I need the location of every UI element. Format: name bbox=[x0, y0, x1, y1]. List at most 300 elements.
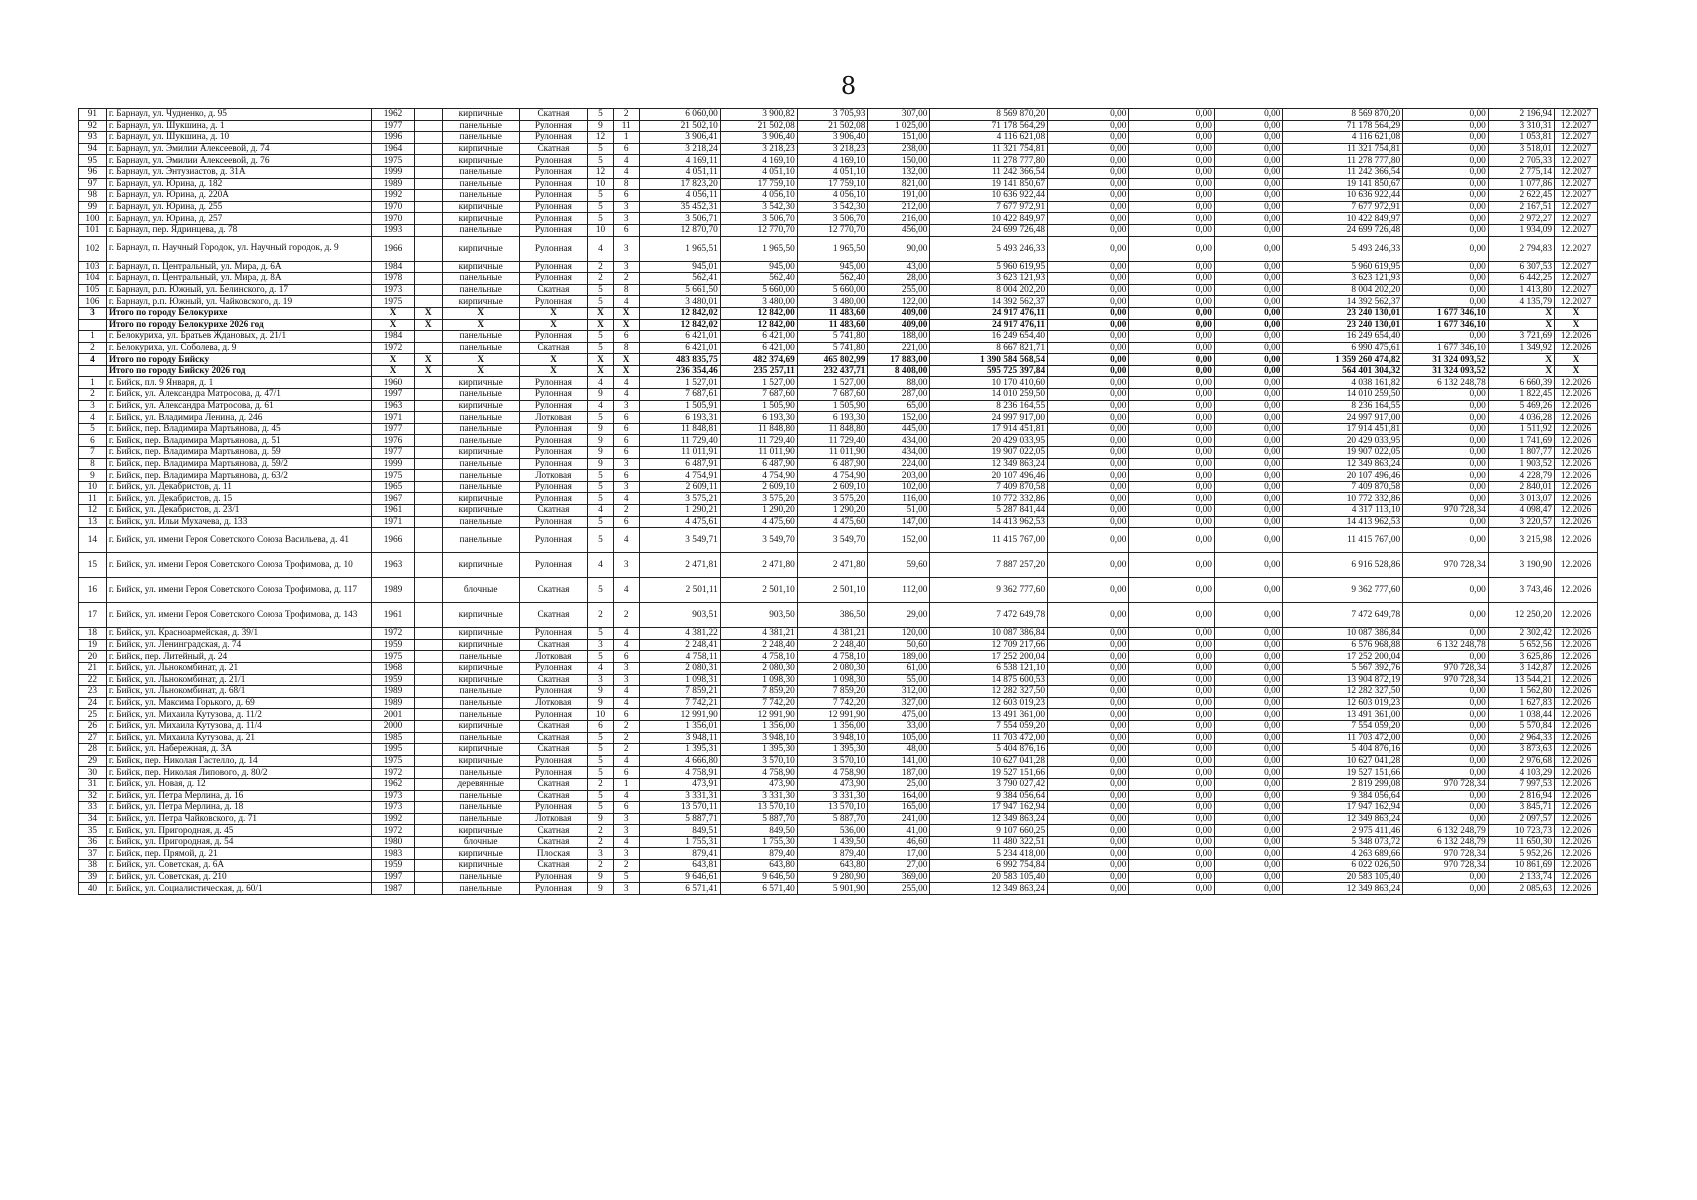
cell-entrances: Х bbox=[613, 319, 639, 331]
cell-year-commissioned bbox=[414, 143, 442, 155]
cell-area-residential: 3 506,70 bbox=[797, 213, 868, 225]
cell-fund-regional: 0,00 bbox=[1129, 578, 1215, 603]
cell-address: г. Бийск, ул. имени Героя Советского Союза Трофимова, д. 143 bbox=[106, 603, 371, 628]
cell-floors: 5 bbox=[588, 578, 614, 603]
cell-area-premises: 1 527,00 bbox=[720, 377, 797, 389]
table-row bbox=[79, 697, 1598, 709]
cell-wall-material: кирпичные bbox=[442, 662, 519, 674]
cell-entrances: 2 bbox=[613, 273, 639, 285]
cell-unit-cost: 5 469,26 bbox=[1488, 400, 1554, 412]
cell-total-cost: 7 472 649,78 bbox=[930, 603, 1048, 628]
cell-entrances: 4 bbox=[613, 155, 639, 167]
cell-floors: 10 bbox=[588, 224, 614, 236]
cell-fund-local: 0,00 bbox=[1214, 755, 1282, 767]
cell-total-cost: 5 960 619,95 bbox=[930, 261, 1048, 273]
cell-entrances: 2 bbox=[613, 744, 639, 756]
cell-row-number: 18 bbox=[79, 628, 107, 640]
cell-fund-federal: 0,00 bbox=[1048, 423, 1129, 435]
cell-row-number: 23 bbox=[79, 686, 107, 698]
cell-address: г. Бийск, ул. Владимира Ленина, д. 246 bbox=[106, 412, 371, 424]
cell-fund-owners-capital: 564 401 304,32 bbox=[1283, 365, 1403, 377]
cell-area-residential: 2 609,10 bbox=[797, 481, 868, 493]
cell-floors: 5 bbox=[588, 651, 614, 663]
cell-completion-date: 12.2026 bbox=[1555, 435, 1598, 447]
cell-entrances: 4 bbox=[613, 389, 639, 401]
cell-area-premises: 7 859,20 bbox=[720, 686, 797, 698]
cell-fund-federal: 0,00 bbox=[1048, 802, 1129, 814]
cell-year-commissioned bbox=[414, 213, 442, 225]
cell-row-number: 39 bbox=[79, 871, 107, 883]
cell-wall-material: кирпичные bbox=[442, 553, 519, 578]
cell-area-residential: 4 758,10 bbox=[797, 651, 868, 663]
cell-fund-federal: 0,00 bbox=[1048, 578, 1129, 603]
cell-fund-owners-other: 0,00 bbox=[1403, 284, 1489, 296]
cell-row-number: 101 bbox=[79, 224, 107, 236]
cell-total-area: 3 331,31 bbox=[639, 790, 720, 802]
cell-fund-federal: 0,00 bbox=[1048, 400, 1129, 412]
cell-fund-owners-capital: 20 429 033,95 bbox=[1283, 435, 1403, 447]
cell-fund-owners-other: 0,00 bbox=[1403, 651, 1489, 663]
cell-area-residential: 1 098,30 bbox=[797, 674, 868, 686]
cell-fund-regional: 0,00 bbox=[1129, 662, 1215, 674]
cell-floors: 9 bbox=[588, 435, 614, 447]
cell-fund-owners-other: 0,00 bbox=[1403, 871, 1489, 883]
cell-entrances: 2 bbox=[613, 603, 639, 628]
cell-area-residential: 562,40 bbox=[797, 273, 868, 285]
cell-fund-federal: 0,00 bbox=[1048, 178, 1129, 190]
cell-entrances: 6 bbox=[613, 190, 639, 202]
table-row bbox=[79, 178, 1598, 190]
cell-area-residential: 3 575,20 bbox=[797, 493, 868, 505]
table-row bbox=[79, 166, 1598, 178]
cell-address: г. Бийск, ул. Петра Чайковского, д. 71 bbox=[106, 813, 371, 825]
cell-floors: 5 bbox=[588, 470, 614, 482]
cell-floors: 5 bbox=[588, 528, 614, 553]
cell-roof-type: Х bbox=[519, 354, 587, 366]
cell-year-commissioned bbox=[414, 813, 442, 825]
cell-year-commissioned bbox=[414, 755, 442, 767]
cell-completion-date: 12.2026 bbox=[1555, 848, 1598, 860]
table-row bbox=[79, 674, 1598, 686]
cell-total-area: 1 505,91 bbox=[639, 400, 720, 412]
cell-year-commissioned bbox=[414, 120, 442, 132]
cell-fund-regional: 0,00 bbox=[1129, 132, 1215, 144]
cell-total-area: 9 646,61 bbox=[639, 871, 720, 883]
cell-row-number: 100 bbox=[79, 213, 107, 225]
cell-fund-owners-other: 0,00 bbox=[1403, 458, 1489, 470]
cell-unit-cost: 13 544,21 bbox=[1488, 674, 1554, 686]
cell-wall-material: панельные bbox=[442, 132, 519, 144]
cell-fund-owners-capital: 3 623 121,93 bbox=[1283, 273, 1403, 285]
cell-year-built: 1973 bbox=[372, 790, 415, 802]
cell-fund-local: 0,00 bbox=[1214, 389, 1282, 401]
cell-year-commissioned bbox=[414, 767, 442, 779]
cell-fund-owners-capital: 2 975 411,46 bbox=[1283, 825, 1403, 837]
cell-completion-date: 12.2026 bbox=[1555, 686, 1598, 698]
cell-total-cost: 10 627 041,28 bbox=[930, 755, 1048, 767]
cell-total-area: 11 848,81 bbox=[639, 423, 720, 435]
cell-fund-federal: 0,00 bbox=[1048, 201, 1129, 213]
cell-roof-type: Рулонная bbox=[519, 458, 587, 470]
cell-unit-cost: 2 622,45 bbox=[1488, 190, 1554, 202]
cell-year-built: 1989 bbox=[372, 697, 415, 709]
cell-residents: 17 883,00 bbox=[868, 354, 930, 366]
table-row bbox=[79, 447, 1598, 459]
cell-completion-date: 12.2027 bbox=[1555, 284, 1598, 296]
cell-total-cost: 20 107 496,46 bbox=[930, 470, 1048, 482]
cell-roof-type: Скатная bbox=[519, 825, 587, 837]
cell-fund-owners-other: 0,00 bbox=[1403, 813, 1489, 825]
cell-area-residential: 4 169,10 bbox=[797, 155, 868, 167]
cell-fund-owners-capital: 10 627 041,28 bbox=[1283, 755, 1403, 767]
cell-area-premises: 21 502,08 bbox=[720, 120, 797, 132]
cell-year-built: 1984 bbox=[372, 331, 415, 343]
cell-total-area: 4 056,11 bbox=[639, 190, 720, 202]
cell-row-number: 32 bbox=[79, 790, 107, 802]
cell-year-commissioned bbox=[414, 412, 442, 424]
table-row bbox=[79, 813, 1598, 825]
cell-fund-local: 0,00 bbox=[1214, 883, 1282, 895]
cell-entrances: 5 bbox=[613, 871, 639, 883]
cell-completion-date: 12.2026 bbox=[1555, 720, 1598, 732]
cell-roof-type: Рулонная bbox=[519, 802, 587, 814]
cell-entrances: 3 bbox=[613, 261, 639, 273]
cell-fund-local: 0,00 bbox=[1214, 674, 1282, 686]
cell-unit-cost: 1 627,83 bbox=[1488, 697, 1554, 709]
cell-year-built: 1992 bbox=[372, 813, 415, 825]
cell-residents: 191,00 bbox=[868, 190, 930, 202]
cell-row-number: 3 bbox=[79, 307, 107, 319]
cell-roof-type: Рулонная bbox=[519, 883, 587, 895]
cell-roof-type: Рулонная bbox=[519, 120, 587, 132]
cell-completion-date: 12.2026 bbox=[1555, 470, 1598, 482]
cell-total-area: 4 758,11 bbox=[639, 651, 720, 663]
cell-year-built: 1968 bbox=[372, 662, 415, 674]
table-row bbox=[79, 720, 1598, 732]
cell-total-area: 7 742,21 bbox=[639, 697, 720, 709]
cell-entrances: 8 bbox=[613, 178, 639, 190]
cell-total-area: 1 356,01 bbox=[639, 720, 720, 732]
cell-year-commissioned bbox=[414, 236, 442, 261]
cell-residents: 120,00 bbox=[868, 628, 930, 640]
cell-address: г. Бийск, ул. Льнокомбинат, д. 21 bbox=[106, 662, 371, 674]
cell-area-residential: 7 859,20 bbox=[797, 686, 868, 698]
cell-address: г. Бийск, ул. Александра Матросова, д. 47/1 bbox=[106, 389, 371, 401]
cell-total-area: 4 381,22 bbox=[639, 628, 720, 640]
cell-fund-federal: 0,00 bbox=[1048, 166, 1129, 178]
cell-unit-cost: 3 625,86 bbox=[1488, 651, 1554, 663]
cell-completion-date: 12.2026 bbox=[1555, 331, 1598, 343]
cell-floors: 5 bbox=[588, 628, 614, 640]
cell-fund-federal: 0,00 bbox=[1048, 143, 1129, 155]
cell-entrances: 4 bbox=[613, 639, 639, 651]
cell-fund-federal: 0,00 bbox=[1048, 132, 1129, 144]
cell-year-commissioned bbox=[414, 516, 442, 528]
cell-residents: 821,00 bbox=[868, 178, 930, 190]
cell-address: г. Бийск, ул. Красноармейская, д. 39/1 bbox=[106, 628, 371, 640]
cell-fund-owners-capital: 11 242 366,54 bbox=[1283, 166, 1403, 178]
cell-entrances: 4 bbox=[613, 296, 639, 308]
cell-year-commissioned bbox=[414, 261, 442, 273]
cell-unit-cost: 1 413,80 bbox=[1488, 284, 1554, 296]
cell-residents: 409,00 bbox=[868, 307, 930, 319]
cell-floors: 5 bbox=[588, 481, 614, 493]
cell-year-built: 1965 bbox=[372, 481, 415, 493]
table-row bbox=[79, 493, 1598, 505]
cell-fund-owners-other: 1 677 346,10 bbox=[1403, 307, 1489, 319]
cell-area-premises: 879,40 bbox=[720, 848, 797, 860]
cell-wall-material: кирпичные bbox=[442, 296, 519, 308]
cell-year-built: 1961 bbox=[372, 505, 415, 517]
cell-row-number: 93 bbox=[79, 132, 107, 144]
cell-area-premises: 5 887,70 bbox=[720, 813, 797, 825]
cell-fund-regional: 0,00 bbox=[1129, 871, 1215, 883]
cell-roof-type: Х bbox=[519, 319, 587, 331]
cell-fund-regional: 0,00 bbox=[1129, 213, 1215, 225]
cell-fund-federal: 0,00 bbox=[1048, 109, 1129, 121]
cell-fund-owners-capital: 5 960 619,95 bbox=[1283, 261, 1403, 273]
cell-fund-local: 0,00 bbox=[1214, 470, 1282, 482]
cell-unit-cost: 3 142,87 bbox=[1488, 662, 1554, 674]
cell-roof-type: Рулонная bbox=[519, 423, 587, 435]
cell-entrances: 6 bbox=[613, 224, 639, 236]
cell-roof-type: Скатная bbox=[519, 143, 587, 155]
cell-fund-owners-capital: 10 772 332,86 bbox=[1283, 493, 1403, 505]
cell-unit-cost: 3 721,69 bbox=[1488, 331, 1554, 343]
cell-fund-regional: 0,00 bbox=[1129, 860, 1215, 872]
cell-unit-cost: 10 861,69 bbox=[1488, 860, 1554, 872]
cell-entrances: 3 bbox=[613, 213, 639, 225]
cell-unit-cost: 3 190,90 bbox=[1488, 553, 1554, 578]
cell-fund-owners-capital: 20 583 105,40 bbox=[1283, 871, 1403, 883]
cell-completion-date: 12.2026 bbox=[1555, 778, 1598, 790]
cell-area-residential: 232 437,71 bbox=[797, 365, 868, 377]
cell-floors: Х bbox=[588, 307, 614, 319]
cell-total-area: 1 755,31 bbox=[639, 836, 720, 848]
table-row bbox=[79, 319, 1598, 331]
cell-residents: 212,00 bbox=[868, 201, 930, 213]
cell-residents: 165,00 bbox=[868, 802, 930, 814]
cell-address: г. Барнаул, п. Центральный, ул. Мира, д. 6А bbox=[106, 261, 371, 273]
table-row bbox=[79, 603, 1598, 628]
cell-year-commissioned bbox=[414, 481, 442, 493]
cell-fund-owners-capital: 17 947 162,94 bbox=[1283, 802, 1403, 814]
cell-year-commissioned bbox=[414, 732, 442, 744]
cell-address: г. Барнаул, р.п. Южный, ул. Чайковского, д. 19 bbox=[106, 296, 371, 308]
cell-total-cost: 14 010 259,50 bbox=[930, 389, 1048, 401]
cell-roof-type: Лотковая bbox=[519, 697, 587, 709]
cell-unit-cost: 1 822,45 bbox=[1488, 389, 1554, 401]
cell-fund-owners-other: 0,00 bbox=[1403, 755, 1489, 767]
cell-floors: 10 bbox=[588, 709, 614, 721]
cell-year-commissioned bbox=[414, 674, 442, 686]
cell-fund-owners-capital: 11 278 777,80 bbox=[1283, 155, 1403, 167]
table-row bbox=[79, 109, 1598, 121]
table-row bbox=[79, 848, 1598, 860]
cell-area-premises: 3 900,82 bbox=[720, 109, 797, 121]
cell-roof-type: Плоская bbox=[519, 848, 587, 860]
cell-entrances: 4 bbox=[613, 697, 639, 709]
cell-fund-owners-capital: 7 554 059,20 bbox=[1283, 720, 1403, 732]
cell-area-premises: 1 290,20 bbox=[720, 505, 797, 517]
cell-total-cost: 9 362 777,60 bbox=[930, 578, 1048, 603]
cell-year-commissioned bbox=[414, 528, 442, 553]
cell-area-residential: 6 487,90 bbox=[797, 458, 868, 470]
cell-roof-type: Рулонная bbox=[519, 767, 587, 779]
cell-year-built: 1962 bbox=[372, 778, 415, 790]
cell-fund-owners-other: 0,00 bbox=[1403, 213, 1489, 225]
cell-row-number: 22 bbox=[79, 674, 107, 686]
table-row bbox=[79, 628, 1598, 640]
cell-area-residential: 4 051,10 bbox=[797, 166, 868, 178]
cell-residents: 434,00 bbox=[868, 447, 930, 459]
cell-area-premises: 482 374,69 bbox=[720, 354, 797, 366]
cell-unit-cost: 5 570,84 bbox=[1488, 720, 1554, 732]
cell-fund-owners-other: 0,00 bbox=[1403, 686, 1489, 698]
cell-wall-material: панельные bbox=[442, 190, 519, 202]
cell-completion-date: 12.2026 bbox=[1555, 377, 1598, 389]
cell-fund-federal: 0,00 bbox=[1048, 720, 1129, 732]
cell-completion-date: 12.2026 bbox=[1555, 755, 1598, 767]
cell-wall-material: кирпичные bbox=[442, 493, 519, 505]
cell-floors: Х bbox=[588, 354, 614, 366]
cell-unit-cost: 3 873,63 bbox=[1488, 744, 1554, 756]
cell-fund-owners-capital: 4 263 689,66 bbox=[1283, 848, 1403, 860]
cell-address: г. Барнаул, ул. Юрина, д. 257 bbox=[106, 213, 371, 225]
cell-entrances: 2 bbox=[613, 109, 639, 121]
cell-residents: 221,00 bbox=[868, 342, 930, 354]
cell-total-cost: 8 236 164,55 bbox=[930, 400, 1048, 412]
cell-total-cost: 6 538 121,10 bbox=[930, 662, 1048, 674]
cell-row-number: 13 bbox=[79, 516, 107, 528]
cell-unit-cost: 7 997,53 bbox=[1488, 778, 1554, 790]
cell-residents: 55,00 bbox=[868, 674, 930, 686]
cell-entrances: 6 bbox=[613, 447, 639, 459]
cell-floors: 2 bbox=[588, 860, 614, 872]
cell-total-cost: 8 569 870,20 bbox=[930, 109, 1048, 121]
cell-fund-owners-other: 0,00 bbox=[1403, 744, 1489, 756]
cell-row-number: 1 bbox=[79, 331, 107, 343]
cell-row-number: 35 bbox=[79, 825, 107, 837]
cell-area-residential: 17 759,10 bbox=[797, 178, 868, 190]
cell-entrances: 4 bbox=[613, 528, 639, 553]
cell-year-commissioned bbox=[414, 284, 442, 296]
cell-area-premises: 1 505,90 bbox=[720, 400, 797, 412]
cell-fund-local: 0,00 bbox=[1214, 447, 1282, 459]
cell-total-area: 643,81 bbox=[639, 860, 720, 872]
cell-fund-regional: 0,00 bbox=[1129, 120, 1215, 132]
cell-area-residential: 5 660,00 bbox=[797, 284, 868, 296]
cell-fund-owners-capital: 11 415 767,00 bbox=[1283, 528, 1403, 553]
cell-year-built: 1977 bbox=[372, 447, 415, 459]
cell-entrances: 3 bbox=[613, 236, 639, 261]
cell-row-number: 2 bbox=[79, 389, 107, 401]
cell-residents: 25,00 bbox=[868, 778, 930, 790]
cell-entrances: 4 bbox=[613, 628, 639, 640]
cell-fund-regional: 0,00 bbox=[1129, 516, 1215, 528]
cell-fund-federal: 0,00 bbox=[1048, 732, 1129, 744]
cell-total-area: 1 290,21 bbox=[639, 505, 720, 517]
cell-year-commissioned bbox=[414, 628, 442, 640]
cell-address: г. Бийск, ул. Декабристов, д. 23/1 bbox=[106, 505, 371, 517]
cell-residents: 307,00 bbox=[868, 109, 930, 121]
cell-total-area: 2 501,11 bbox=[639, 578, 720, 603]
cell-completion-date: 12.2026 bbox=[1555, 578, 1598, 603]
cell-fund-federal: 0,00 bbox=[1048, 273, 1129, 285]
cell-year-commissioned bbox=[414, 109, 442, 121]
cell-total-area: 12 991,90 bbox=[639, 709, 720, 721]
cell-wall-material: кирпичные bbox=[442, 377, 519, 389]
cell-fund-federal: 0,00 bbox=[1048, 505, 1129, 517]
cell-wall-material: панельные bbox=[442, 871, 519, 883]
table-row bbox=[79, 132, 1598, 144]
cell-roof-type: Рулонная bbox=[519, 400, 587, 412]
cell-total-cost: 17 252 200,04 bbox=[930, 651, 1048, 663]
cell-roof-type: Рулонная bbox=[519, 166, 587, 178]
cell-floors: 5 bbox=[588, 744, 614, 756]
cell-fund-owners-capital: 7 472 649,78 bbox=[1283, 603, 1403, 628]
cell-total-area: 483 835,75 bbox=[639, 354, 720, 366]
cell-year-built: 1961 bbox=[372, 603, 415, 628]
cell-total-area: 2 609,11 bbox=[639, 481, 720, 493]
cell-entrances: 6 bbox=[613, 423, 639, 435]
cell-total-cost: 12 282 327,50 bbox=[930, 686, 1048, 698]
cell-completion-date: 12.2027 bbox=[1555, 236, 1598, 261]
cell-fund-owners-other: 0,00 bbox=[1403, 493, 1489, 505]
cell-year-commissioned bbox=[414, 155, 442, 167]
cell-fund-regional: 0,00 bbox=[1129, 155, 1215, 167]
table-row bbox=[79, 528, 1598, 553]
cell-area-residential: 11 848,80 bbox=[797, 423, 868, 435]
cell-address: Итого по городу Белокурихе bbox=[106, 307, 371, 319]
cell-area-residential: 465 802,99 bbox=[797, 354, 868, 366]
cell-total-cost: 8 667 821,71 bbox=[930, 342, 1048, 354]
cell-year-built: 1999 bbox=[372, 458, 415, 470]
cell-row-number: 34 bbox=[79, 813, 107, 825]
cell-fund-local: 0,00 bbox=[1214, 261, 1282, 273]
table-row bbox=[79, 860, 1598, 872]
cell-row-number: 1 bbox=[79, 377, 107, 389]
cell-wall-material: кирпичные bbox=[442, 143, 519, 155]
cell-address: г. Бийск, ул. Ильи Мухачева, д. 133 bbox=[106, 516, 371, 528]
cell-fund-regional: 0,00 bbox=[1129, 284, 1215, 296]
cell-residents: 147,00 bbox=[868, 516, 930, 528]
cell-roof-type: Рулонная bbox=[519, 296, 587, 308]
cell-fund-regional: 0,00 bbox=[1129, 651, 1215, 663]
cell-address: г. Бийск, ул. имени Героя Советского Союза Трофимова, д. 117 bbox=[106, 578, 371, 603]
cell-fund-owners-other: 0,00 bbox=[1403, 166, 1489, 178]
cell-year-commissioned bbox=[414, 709, 442, 721]
cell-fund-owners-capital: 5 493 246,33 bbox=[1283, 236, 1403, 261]
cell-fund-federal: 0,00 bbox=[1048, 528, 1129, 553]
cell-year-built: 1970 bbox=[372, 213, 415, 225]
cell-fund-owners-capital: 5 567 392,76 bbox=[1283, 662, 1403, 674]
table-row bbox=[79, 744, 1598, 756]
cell-fund-owners-other: 0,00 bbox=[1403, 709, 1489, 721]
cell-area-premises: 3 906,40 bbox=[720, 132, 797, 144]
cell-year-commissioned bbox=[414, 389, 442, 401]
cell-completion-date: Х bbox=[1555, 365, 1598, 377]
cell-total-cost: 24 699 726,48 bbox=[930, 224, 1048, 236]
cell-floors: 5 bbox=[588, 767, 614, 779]
cell-year-commissioned bbox=[414, 331, 442, 343]
cell-address: г. Барнаул, ул. Эмилии Алексеевой, д. 76 bbox=[106, 155, 371, 167]
cell-floors: 5 bbox=[588, 190, 614, 202]
cell-unit-cost: 2 085,63 bbox=[1488, 883, 1554, 895]
cell-area-premises: 2 501,10 bbox=[720, 578, 797, 603]
cell-total-cost: 7 677 972,91 bbox=[930, 201, 1048, 213]
cell-unit-cost: 2 976,68 bbox=[1488, 755, 1554, 767]
